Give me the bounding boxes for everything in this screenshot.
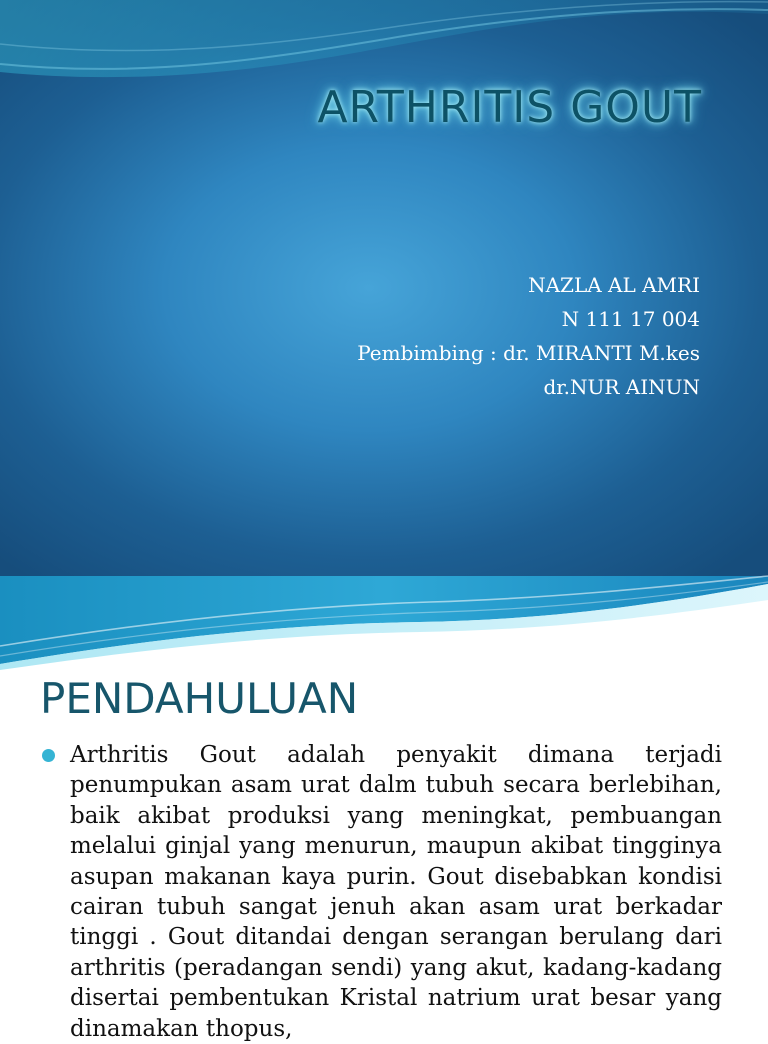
presenter-info [357,268,700,404]
content-wave-decoration [0,576,768,671]
bullet-list [40,740,722,1044]
content-slide [0,576,768,1042]
bullet-text: Arthritis Gout adalah penyakit dimana terjadi penumpukan asam urat dalm tubuh secara berlebihan, baik akibat produksi yang meningkat, pembuangan melalui ginjal yang menurun, maupun akibat tingginya asupan makanan kaya purin. Gout disebabkan kondisi cairan tubuh sangat jenuh akan asam urat berkadar tinggi . Gout ditandai dengan serangan berulang dari arthritis (peradangan sendi) yang akut, kadang-kadang disertai pembentukan Kristal natrium urat besar yang dinamakan thopus, [70,742,722,1042]
section-heading: PENDAHULUAN [40,674,359,723]
presenter-name: NAZLA AL AMRI [528,273,700,297]
supervisor-line-2: dr.NUR AINUN [543,375,700,399]
presentation-title: ARTHRITIS GOUT [317,82,702,133]
student-id: N 111 17 004 [561,307,700,331]
bullet-item [40,740,722,1044]
supervisor-line: Pembimbing : dr. MIRANTI M.kes [357,341,700,365]
bullet-dot-icon [42,749,55,762]
